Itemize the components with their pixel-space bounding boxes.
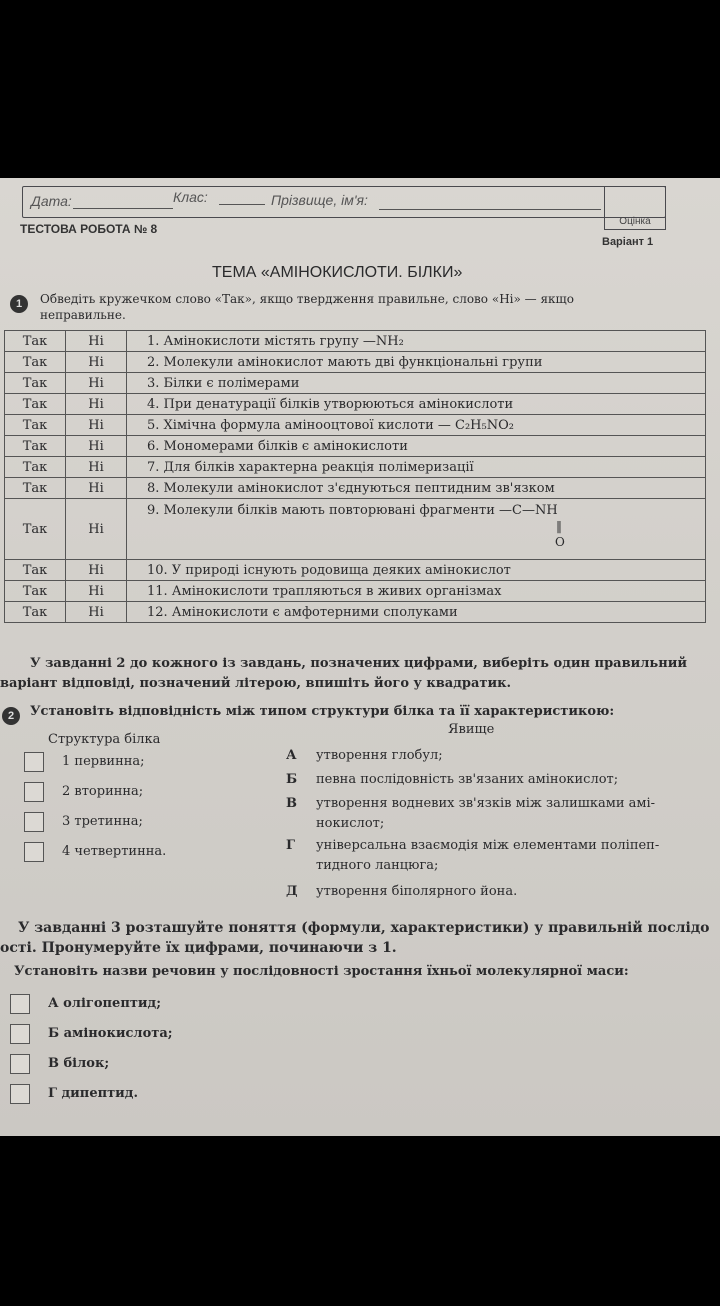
answer-box[interactable] bbox=[24, 812, 44, 832]
no-option[interactable]: Ні bbox=[66, 581, 127, 602]
statement-text: 4. При денатурації білків утворюються амінокислоти bbox=[127, 394, 706, 415]
statement-text: 7. Для білків характерна реакція полімеризації bbox=[127, 457, 706, 478]
substance-item: А олігопептид; bbox=[48, 996, 161, 1011]
statement-text: 8. Молекули амінокислот з'єднуються пептидним зв'язком bbox=[127, 478, 706, 499]
task2-number-badge: 2 bbox=[2, 704, 20, 725]
answer-box[interactable] bbox=[24, 842, 44, 862]
topic-title: ТЕМА «АМІНОКИСЛОТИ. БІЛКИ» bbox=[212, 264, 463, 281]
option-text: певна послідовність зв'язаних амінокислот; bbox=[316, 772, 619, 787]
task2-intro-line2: варіант відповіді, позначений літерою, впишіть його у квадратик. bbox=[0, 676, 512, 691]
true-false-table bbox=[4, 330, 706, 623]
yes-option[interactable]: Так bbox=[5, 331, 66, 352]
table-row bbox=[5, 331, 706, 352]
task2-instruction: Установіть відповідність між типом структури білка та її характеристикою: bbox=[30, 704, 615, 719]
statement-text: 1. Амінокислоти містять групу —NH₂ bbox=[127, 331, 706, 352]
statement-text: 5. Хімічна формула аміноoцтової кислоти — C₂H₅NO₂ bbox=[127, 415, 706, 436]
table-row bbox=[5, 581, 706, 602]
task3-intro-line1: У завданні 3 розташуйте поняття (формули, характеристики) у правильній послідо bbox=[18, 920, 710, 936]
order-box[interactable] bbox=[10, 1054, 30, 1074]
name-label: Прізвище, ім'я: bbox=[271, 192, 368, 208]
formula-double-bond: ‖ bbox=[556, 519, 562, 533]
substance-item: В білок; bbox=[48, 1056, 110, 1071]
grade-box[interactable] bbox=[604, 186, 666, 230]
yes-option[interactable]: Так bbox=[5, 602, 66, 623]
option-letter: В bbox=[286, 796, 297, 811]
task1-instruction-line1: Обведіть кружечком слово «Так», якщо твердження правильне, слово «Ні» — якщо bbox=[40, 292, 574, 306]
option-text: утворення глобул; bbox=[316, 748, 443, 763]
no-option[interactable]: Ні bbox=[66, 352, 127, 373]
option-letter: Б bbox=[286, 772, 298, 787]
test-title: ТЕСТОВА РОБОТА № 8 bbox=[20, 222, 158, 236]
date-label: Дата: bbox=[31, 193, 72, 209]
grade-label: Оцінка bbox=[619, 216, 651, 227]
option-text-continued: тидного ланцюга; bbox=[316, 858, 439, 873]
no-option[interactable]: Ні bbox=[66, 457, 127, 478]
statement-text: 10. У природі існують родовища деяких амінокислот bbox=[127, 560, 706, 581]
statement-text: 6. Мономерами білків є амінокислоти bbox=[127, 436, 706, 457]
structure-item: 1 первинна; bbox=[62, 754, 145, 769]
yes-option[interactable]: Так bbox=[5, 478, 66, 499]
yes-option[interactable]: Так bbox=[5, 352, 66, 373]
no-option[interactable]: Ні bbox=[66, 436, 127, 457]
no-option[interactable]: Ні bbox=[66, 373, 127, 394]
statement-line: 9. Молекули білків мають повторювані фрагменти —C—NH bbox=[147, 503, 558, 518]
statement-text bbox=[127, 499, 706, 560]
structure-item: 2 вторинна; bbox=[62, 784, 144, 799]
order-box[interactable] bbox=[10, 1024, 30, 1044]
table-row bbox=[5, 352, 706, 373]
task1-instruction-line2: неправильне. bbox=[40, 308, 126, 322]
no-option[interactable]: Ні bbox=[66, 415, 127, 436]
formula-oxygen: O bbox=[555, 535, 565, 549]
substance-item: Б амінокислота; bbox=[48, 1026, 173, 1041]
table-row bbox=[5, 457, 706, 478]
no-option[interactable]: Ні bbox=[66, 499, 127, 560]
no-option[interactable]: Ні bbox=[66, 560, 127, 581]
student-info-box bbox=[22, 186, 666, 218]
phenomenon-header: Явище bbox=[448, 722, 495, 737]
worksheet-page bbox=[0, 178, 720, 1136]
option-text: утворення водневих зв'язків між залишками амі- bbox=[316, 796, 656, 811]
statement-text: 2. Молекули амінокислот мають дві функціональні групи bbox=[127, 352, 706, 373]
structure-header: Структура білка bbox=[48, 732, 161, 747]
option-text: універсальна взаємодія між елементами поліпеп- bbox=[316, 838, 660, 853]
order-box[interactable] bbox=[10, 1084, 30, 1104]
statement-text: 12. Амінокислоти є амфотерними сполуками bbox=[127, 602, 706, 623]
statement-text: 3. Білки є полімерами bbox=[127, 373, 706, 394]
table-row bbox=[5, 415, 706, 436]
order-box[interactable] bbox=[10, 994, 30, 1014]
structure-item: 3 третинна; bbox=[62, 814, 143, 829]
yes-option[interactable]: Так bbox=[5, 457, 66, 478]
task1-number-badge: 1 bbox=[10, 292, 28, 313]
table-row bbox=[5, 602, 706, 623]
task2-intro-line1: У завданні 2 до кожного із завдань, позначених цифрами, виберіть один правильний bbox=[30, 656, 688, 671]
table-row bbox=[5, 373, 706, 394]
variant-label: Варіант 1 bbox=[602, 236, 654, 248]
no-option[interactable]: Ні bbox=[66, 394, 127, 415]
option-letter: Г bbox=[286, 838, 295, 853]
yes-option[interactable]: Так bbox=[5, 499, 66, 560]
option-text-continued: нокислот; bbox=[316, 816, 385, 831]
yes-option[interactable]: Так bbox=[5, 373, 66, 394]
table-row bbox=[5, 436, 706, 457]
table-row bbox=[5, 499, 706, 560]
structure-item: 4 четвертинна. bbox=[62, 844, 167, 859]
no-option[interactable]: Ні bbox=[66, 331, 127, 352]
option-letter: А bbox=[286, 748, 297, 763]
answer-box[interactable] bbox=[24, 782, 44, 802]
table-row bbox=[5, 478, 706, 499]
statement-text: 11. Амінокислоти трапляються в живих організмах bbox=[127, 581, 706, 602]
class-label: Клас: bbox=[173, 189, 208, 205]
option-letter: Д bbox=[286, 884, 298, 899]
task3-instruction: Установіть назви речовин у послідовності зростання їхньої молекулярної маси: bbox=[14, 964, 629, 979]
task3-intro-line2: ості. Пронумеруйте їх цифрами, починаючи з 1. bbox=[0, 940, 397, 956]
table-row bbox=[5, 394, 706, 415]
yes-option[interactable]: Так bbox=[5, 415, 66, 436]
table-row bbox=[5, 560, 706, 581]
substance-item: Г дипептид. bbox=[48, 1086, 138, 1101]
yes-option[interactable]: Так bbox=[5, 560, 66, 581]
answer-box[interactable] bbox=[24, 752, 44, 772]
date-line[interactable] bbox=[73, 208, 173, 209]
no-option[interactable]: Ні bbox=[66, 602, 127, 623]
class-line[interactable] bbox=[219, 204, 265, 205]
no-option[interactable]: Ні bbox=[66, 478, 127, 499]
yes-option[interactable]: Так bbox=[5, 581, 66, 602]
yes-option[interactable]: Так bbox=[5, 394, 66, 415]
name-line[interactable] bbox=[379, 209, 601, 210]
yes-option[interactable]: Так bbox=[5, 436, 66, 457]
option-text: утворення біполярного йона. bbox=[316, 884, 518, 899]
